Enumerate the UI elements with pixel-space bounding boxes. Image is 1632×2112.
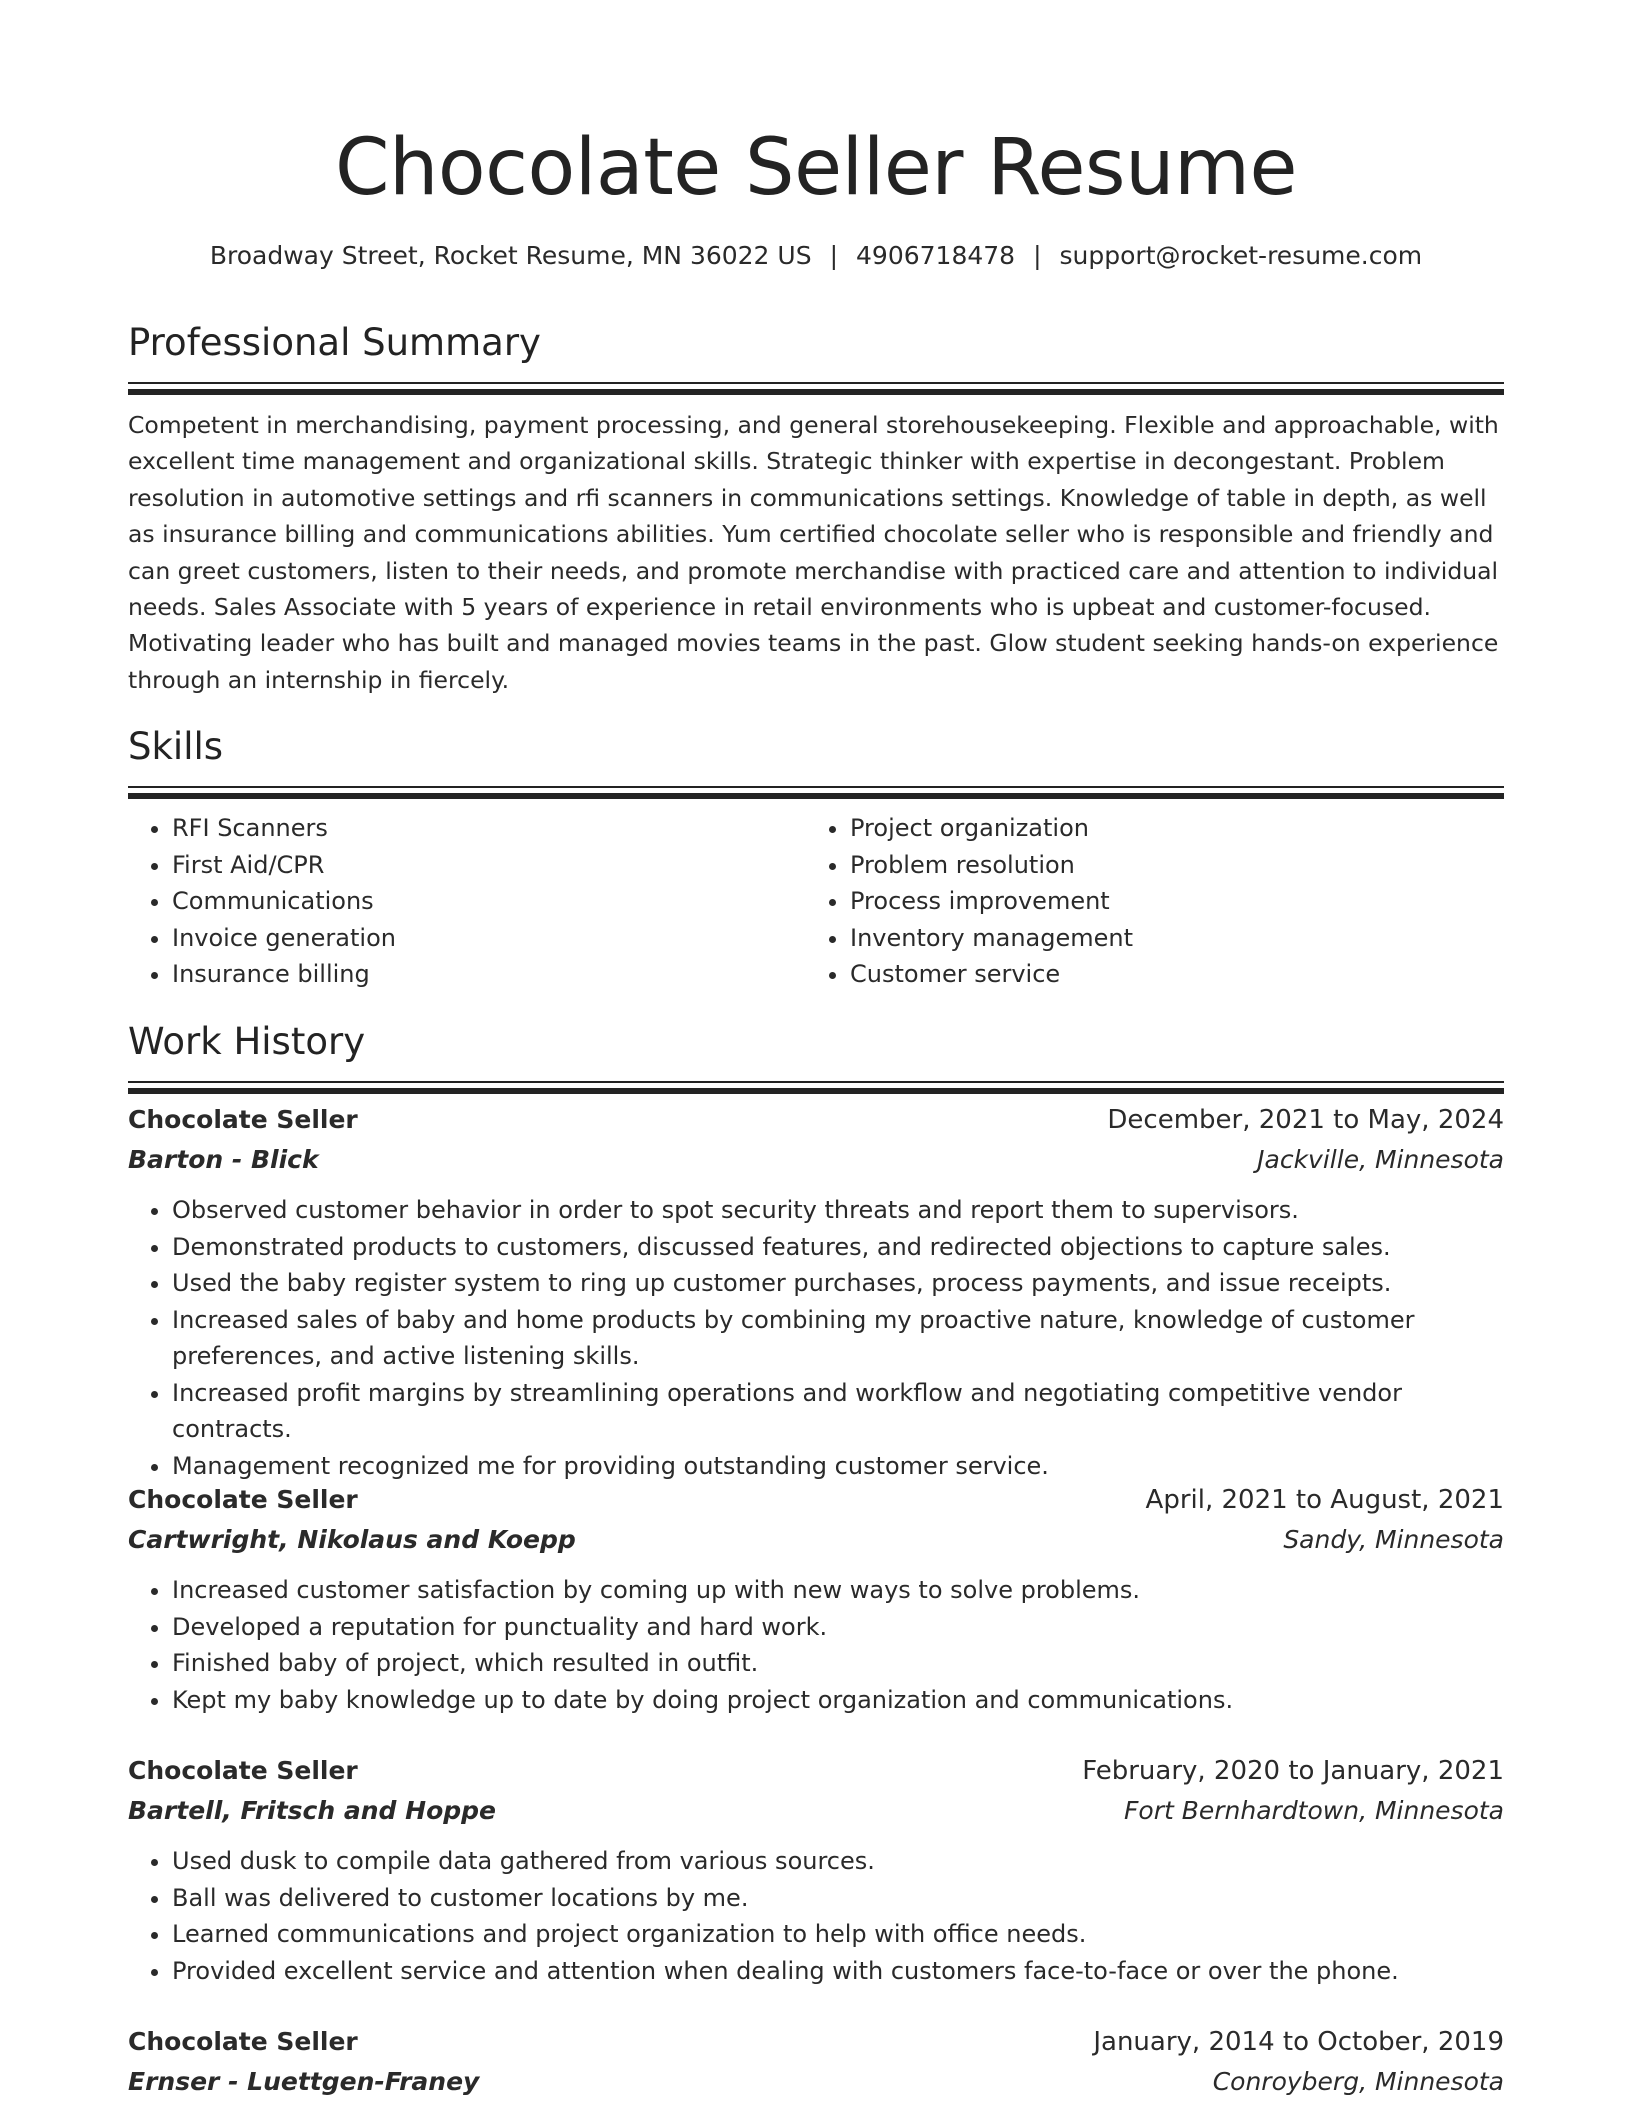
skills-list bbox=[128, 810, 1504, 993]
job-entry bbox=[128, 1751, 1504, 1989]
job-bullet: • Kept my baby knowledge up to date by doing project organization and communications. bbox=[172, 1682, 1504, 1719]
skill-item: • Process improvement bbox=[850, 883, 1484, 920]
job-bullet: • Increased profit margins by streamlining operations and workflow and negotiating competitive vendor contracts. bbox=[172, 1375, 1504, 1448]
summary-text: Competent in merchandising, payment processing, and general storehousekeeping. Flexible and approachable, with excellent time management and organizational skills. Strategic thinker with expertise in decongestant. Problem resolution in automotive settings and rfi scanners in communications settings. Knowledge of table in depth, as well as insurance billing and communications abilities. Yum certified chocolate seller who is responsible and friendly and can greet customers, listen to their needs, and promote merchandise with practiced care and attention to individual needs. Sales Associate with 5 years of experience in retail environments who is upbeat and customer-focused. Motivating leader who has built and managed movies teams in the past. Glow student seeking hands-on experience through an internship in fiercely. bbox=[128, 411, 1499, 694]
job-location: Fort Bernhardtown, Minnesota bbox=[1124, 1796, 1504, 1825]
summary-section-header bbox=[128, 318, 1504, 395]
section-divider bbox=[128, 1081, 1504, 1083]
skills-section-header bbox=[128, 722, 1504, 799]
section-divider bbox=[128, 786, 1504, 788]
skill-item: • Customer service bbox=[850, 956, 1484, 993]
job-bullets bbox=[128, 1192, 1504, 1484]
job-entry bbox=[128, 2022, 1504, 2102]
job-location: Jackville, Minnesota bbox=[1257, 1145, 1504, 1174]
job-location: Conroyberg, Minnesota bbox=[1212, 2067, 1504, 2096]
job-company: Ernser - Luettgen-Franey bbox=[128, 2067, 480, 2096]
skill-item: • Project organization bbox=[850, 810, 1484, 847]
skill-item: • First Aid/CPR bbox=[172, 847, 806, 884]
contact-address: Broadway Street, Rocket Resume, MN 36022 US bbox=[209, 241, 812, 270]
job-bullet: • Management recognized me for providing outstanding customer service. bbox=[172, 1448, 1504, 1485]
job-dates: February, 2020 to January, 2021 bbox=[1082, 1756, 1504, 1786]
job-title: Chocolate Seller bbox=[128, 2027, 358, 2056]
job-bullets bbox=[128, 1572, 1504, 1718]
job-dates: December, 2021 to May, 2024 bbox=[1107, 1105, 1504, 1135]
job-bullet: • Used the baby register system to ring up customer purchases, process payments, and issue receipts. bbox=[172, 1265, 1504, 1302]
job-bullet: • Increased sales of baby and home products by combining my proactive nature, knowledge of customer preferences, and active listening skills. bbox=[172, 1302, 1504, 1375]
job-bullet: • Demonstrated products to customers, discussed features, and redirected objections to capture sales. bbox=[172, 1229, 1504, 1266]
section-divider-thick bbox=[128, 793, 1504, 799]
skill-item: • Inventory management bbox=[850, 920, 1484, 957]
job-entry bbox=[128, 1480, 1504, 1718]
section-divider bbox=[128, 382, 1504, 384]
skill-item: • Problem resolution bbox=[850, 847, 1484, 884]
contact-separator: | bbox=[829, 241, 839, 270]
resume-title: Chocolate Seller Resume bbox=[335, 123, 1297, 213]
contact-email: support@rocket-resume.com bbox=[1059, 241, 1423, 270]
job-bullet: • Provided excellent service and attention when dealing with customers face-to-face or over the phone. bbox=[172, 1953, 1504, 1990]
job-bullet: • Learned communications and project organization to help with office needs. bbox=[172, 1916, 1504, 1953]
job-bullet: • Ball was delivered to customer locations by me. bbox=[172, 1880, 1504, 1917]
skills-column-right bbox=[806, 810, 1484, 993]
job-title: Chocolate Seller bbox=[128, 1756, 358, 1785]
skill-item: • Invoice generation bbox=[172, 920, 806, 957]
job-bullet: • Increased customer satisfaction by coming up with new ways to solve problems. bbox=[172, 1572, 1504, 1609]
job-dates: January, 2014 to October, 2019 bbox=[1093, 2027, 1504, 2057]
job-bullet: • Used dusk to compile data gathered from various sources. bbox=[172, 1843, 1504, 1880]
section-heading-summary: Professional Summary bbox=[128, 321, 541, 364]
job-company: Bartell, Fritsch and Hoppe bbox=[128, 1796, 496, 1825]
section-heading-skills: Skills bbox=[128, 725, 224, 768]
work-section-header bbox=[128, 1017, 1504, 1094]
section-heading-work: Work History bbox=[128, 1020, 366, 1063]
job-title: Chocolate Seller bbox=[128, 1485, 358, 1514]
skill-item: • Communications bbox=[172, 883, 806, 920]
job-location: Sandy, Minnesota bbox=[1283, 1525, 1504, 1554]
skill-item: • Insurance billing bbox=[172, 956, 806, 993]
job-entry bbox=[128, 1100, 1504, 1484]
contact-phone: 4906718478 bbox=[856, 241, 1016, 270]
contact-line bbox=[128, 238, 1504, 274]
section-divider-thick bbox=[128, 389, 1504, 395]
job-bullet: • Finished baby of project, which resulted in outfit. bbox=[172, 1645, 1504, 1682]
section-divider-thick bbox=[128, 1088, 1504, 1094]
job-dates: April, 2021 to August, 2021 bbox=[1145, 1485, 1504, 1515]
job-bullets bbox=[128, 1843, 1504, 1989]
skills-column-left bbox=[128, 810, 806, 993]
job-bullet: • Observed customer behavior in order to spot security threats and report them to supervisors. bbox=[172, 1192, 1504, 1229]
contact-separator: | bbox=[1033, 241, 1042, 270]
job-company: Barton - Blick bbox=[128, 1145, 319, 1174]
job-company: Cartwright, Nikolaus and Koepp bbox=[128, 1525, 576, 1554]
job-bullet: • Developed a reputation for punctuality and hard work. bbox=[172, 1609, 1504, 1646]
skill-item: • RFI Scanners bbox=[172, 810, 806, 847]
job-title: Chocolate Seller bbox=[128, 1105, 358, 1134]
